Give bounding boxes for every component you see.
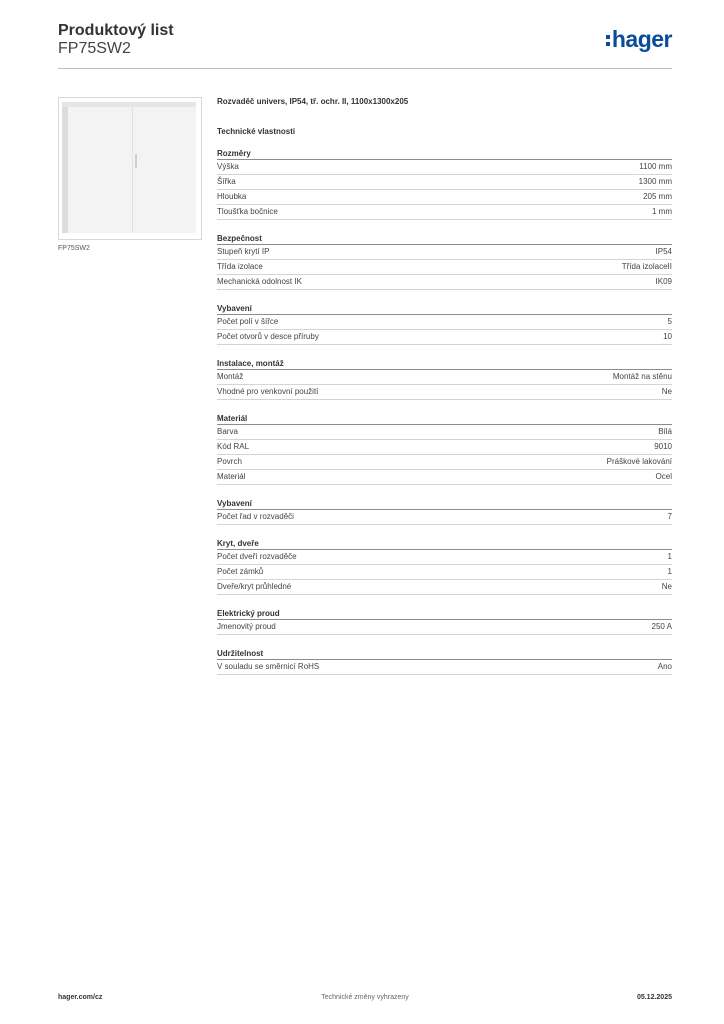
cabinet-handle xyxy=(135,154,137,168)
spec-value: Ne xyxy=(661,582,672,591)
spec-row xyxy=(217,190,672,205)
spec-value: Ano xyxy=(657,662,672,671)
spec-value: 1300 mm xyxy=(638,177,672,186)
spec-row xyxy=(217,205,672,220)
section-title: Bezpečnost xyxy=(217,233,672,245)
spec-row xyxy=(217,550,672,565)
spec-label: Barva xyxy=(217,427,238,436)
spec-row xyxy=(217,330,672,345)
section-title: Udržitelnost xyxy=(217,648,672,660)
spec-row xyxy=(217,440,672,455)
spec-sections xyxy=(217,148,672,675)
spec-label: Materiál xyxy=(217,472,246,481)
spec-row xyxy=(217,245,672,260)
section-title: Vybavení xyxy=(217,498,672,510)
spec-section xyxy=(217,498,672,525)
spec-value: Třída izolaceII xyxy=(621,262,672,271)
spec-row xyxy=(217,315,672,330)
hager-logo xyxy=(606,26,672,53)
header-divider xyxy=(58,68,672,69)
spec-label: Vhodné pro venkovní použití xyxy=(217,387,319,396)
spec-label: Dveře/kryt průhledné xyxy=(217,582,292,591)
section-title: Vybavení xyxy=(217,303,672,315)
spec-section xyxy=(217,413,672,485)
spec-label: Šířka xyxy=(217,177,236,186)
spec-row xyxy=(217,455,672,470)
spec-label: Montáž xyxy=(217,372,244,381)
section-title: Elektrický proud xyxy=(217,608,672,620)
spec-section xyxy=(217,358,672,400)
spec-label: Mechanická odolnost IK xyxy=(217,277,302,286)
logo-dots-icon xyxy=(606,35,610,46)
spec-section xyxy=(217,538,672,595)
spec-row xyxy=(217,565,672,580)
product-image xyxy=(58,97,202,240)
spec-label: Hloubka xyxy=(217,192,247,201)
product-specs xyxy=(217,92,672,675)
spec-value: 5 xyxy=(667,317,672,326)
spec-value: IP54 xyxy=(655,247,672,256)
spec-value: Práškové lakování xyxy=(606,457,672,466)
spec-row xyxy=(217,510,672,525)
spec-value: 1 xyxy=(667,552,672,561)
section-title: Instalace, montáž xyxy=(217,358,672,370)
spec-label: Povrch xyxy=(217,457,242,466)
spec-value: 7 xyxy=(667,512,672,521)
section-title: Rozměry xyxy=(217,148,672,160)
spec-section xyxy=(217,233,672,290)
section-title: Materiál xyxy=(217,413,672,425)
footer-date: 05.12.2025 xyxy=(636,994,672,1001)
spec-label: Stupeň krytí IP xyxy=(217,247,270,256)
section-title: Kryt, dveře xyxy=(217,538,672,550)
product-description: Rozvaděč univers, IP54, tř. ochr. II, 1100x1300x205 xyxy=(217,97,409,106)
spec-row xyxy=(217,385,672,400)
spec-value: IK09 xyxy=(655,277,672,286)
spec-label: Počet zámků xyxy=(217,567,264,576)
spec-value: 9010 xyxy=(654,442,672,451)
spec-row xyxy=(217,660,672,675)
spec-row xyxy=(217,275,672,290)
spec-value: 1 mm xyxy=(652,207,672,216)
spec-value: 1100 mm xyxy=(639,162,672,171)
page-header xyxy=(58,20,672,70)
spec-label: Kód RAL xyxy=(217,442,250,451)
spec-value: 10 xyxy=(663,332,672,341)
spec-value: Montáž na stěnu xyxy=(612,372,672,381)
spec-value: Ne xyxy=(661,387,672,396)
footer-website[interactable]: hager.com/cz xyxy=(58,994,103,1001)
features-title: Technické vlastnosti xyxy=(217,127,296,136)
spec-section xyxy=(217,303,672,345)
spec-label: Tloušťka bočnice xyxy=(217,207,278,216)
spec-value: Bílá xyxy=(658,427,672,436)
footer-note: Technické změny vyhrazeny xyxy=(321,994,409,1001)
logo-text: hager xyxy=(611,26,672,52)
page-title: Produktový list xyxy=(58,22,174,39)
cabinet-door-split xyxy=(132,107,133,233)
spec-label: Jmenovitý proud xyxy=(217,622,276,631)
spec-label: Počet řad v rozvaděči xyxy=(217,512,294,521)
spec-value: 250 A xyxy=(651,622,672,631)
spec-row xyxy=(217,370,672,385)
page-footer xyxy=(58,994,672,1008)
image-caption: FP75SW2 xyxy=(58,245,90,252)
spec-label: Počet dveří rozvaděče xyxy=(217,552,297,561)
spec-value: Ocel xyxy=(655,472,672,481)
spec-label: Počet polí v šířce xyxy=(217,317,279,326)
spec-row xyxy=(217,470,672,485)
spec-section xyxy=(217,608,672,635)
spec-row xyxy=(217,160,672,175)
spec-section xyxy=(217,648,672,675)
spec-label: V souladu se směrnicí RoHS xyxy=(217,662,320,671)
spec-value: 205 mm xyxy=(643,192,672,201)
spec-label: Počet otvorů v desce příruby xyxy=(217,332,319,341)
spec-row xyxy=(217,175,672,190)
spec-row xyxy=(217,620,672,635)
product-code: FP75SW2 xyxy=(58,40,131,57)
spec-label: Třída izolace xyxy=(217,262,263,271)
spec-row xyxy=(217,260,672,275)
spec-row xyxy=(217,580,672,595)
spec-value: 1 xyxy=(667,567,672,576)
spec-section xyxy=(217,148,672,220)
spec-label: Výška xyxy=(217,162,239,171)
spec-row xyxy=(217,425,672,440)
